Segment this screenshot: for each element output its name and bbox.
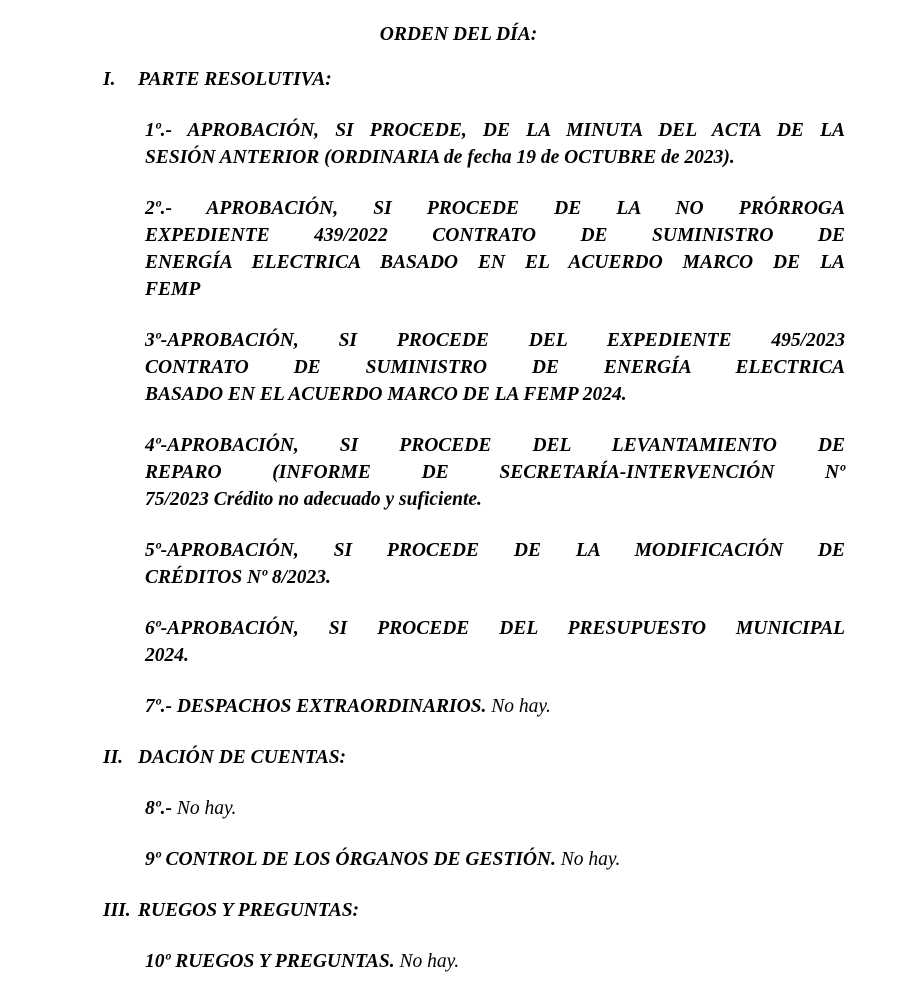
bold-text: 7º.- DESPACHOS EXTRAORDINARIOS. [145,696,487,717]
agenda-item [145,795,845,822]
document-title: ORDEN DEL DÍA: [379,24,538,45]
bold-text: EXPEDIENTE 439/2022 CONTRATO DE SUMINISTRO DE [145,225,845,246]
bold-text: BASADO EN EL ACUERDO MARCO DE LA FEMP 2024. [145,384,627,405]
agenda-item-line [145,615,845,642]
regular-text: No hay. [555,849,621,870]
agenda-item-line [145,354,845,381]
section-numeral: III. [103,900,131,921]
bold-text: 2º.- APROBACIÓN, SI PROCEDE DE LA NO PRÓRROGA [145,198,845,219]
bold-text: SESIÓN ANTERIOR (ORDINARIA de fecha 19 de OCTUBRE de 2023). [145,147,735,168]
agenda-item [145,432,845,513]
agenda-item-line [145,948,845,975]
agenda-item-line [145,459,845,486]
agenda-item [145,117,845,171]
agenda-item-line [145,222,845,249]
agenda-item-line [145,846,845,873]
agenda-item-line [145,117,845,144]
agenda-item-line [145,795,845,822]
agenda-item-line [145,381,845,408]
agenda-item [145,693,845,720]
section-heading [0,897,917,924]
agenda-item [145,948,845,975]
agenda-item-line [145,327,845,354]
bold-text: 5º-APROBACIÓN, SI PROCEDE DE LA MODIFICACIÓN DE [145,540,845,561]
section-heading [0,744,917,771]
agenda-item [145,537,845,591]
bold-text: CONTRATO DE SUMINISTRO DE ENERGÍA ELECTRICA [145,357,845,378]
agenda-item-line [145,537,845,564]
section-label: RUEGOS Y PREGUNTAS: [138,900,360,921]
bold-text: ENERGÍA ELECTRICA BASADO EN EL ACUERDO MARCO DE LA [145,252,845,273]
agenda-item-line [145,642,845,669]
agenda-item-line [145,195,845,222]
bold-text: 9º CONTROL DE LOS ÓRGANOS DE GESTIÓN. [145,849,556,870]
regular-text: No hay. [486,696,551,717]
agenda-item-line [145,432,845,459]
section-numeral: II. [103,747,124,768]
regular-text: No hay. [394,951,460,972]
bold-text: 75/2023 Crédito no adecuado y suficiente. [145,489,482,510]
agenda-item-line [145,693,845,720]
section-numeral: I. [103,69,116,90]
bold-text: 6º-APROBACIÓN, SI PROCEDE DEL PRESUPUESTO MUNICIPAL [145,618,845,639]
agenda-item-line [145,564,845,591]
section-label: PARTE RESOLUTIVA: [138,69,332,90]
agenda-item-line [145,144,845,171]
agenda-item [145,327,845,408]
bold-text: 8º.- [145,798,172,819]
bold-text: 1º.- APROBACIÓN, SI PROCEDE, DE LA MINUTA DEL ACTA DE LA [145,120,845,141]
bold-text: CRÉDITOS Nº 8/2023. [145,567,331,588]
agenda-item-line [145,276,845,303]
bold-text: FEMP [145,279,201,300]
regular-text: No hay. [171,798,237,819]
agenda-item [145,195,845,303]
agenda-item [145,846,845,873]
agenda-item [145,615,845,669]
bold-text: 2024. [145,645,189,666]
document-body [0,66,917,975]
bold-text: 4º-APROBACIÓN, SI PROCEDE DEL LEVANTAMIENTO DE [145,435,845,456]
bold-text: 10º RUEGOS Y PREGUNTAS. [145,951,395,972]
bold-text: REPARO (INFORME DE SECRETARÍA-INTERVENCIÓN Nº [145,462,845,483]
section-heading [0,66,917,93]
agenda-item-line [145,486,845,513]
bold-text: 3º-APROBACIÓN, SI PROCEDE DEL EXPEDIENTE 495/2023 [145,330,845,351]
agenda-item-line [145,249,845,276]
section-label: DACIÓN DE CUENTAS: [138,747,347,768]
